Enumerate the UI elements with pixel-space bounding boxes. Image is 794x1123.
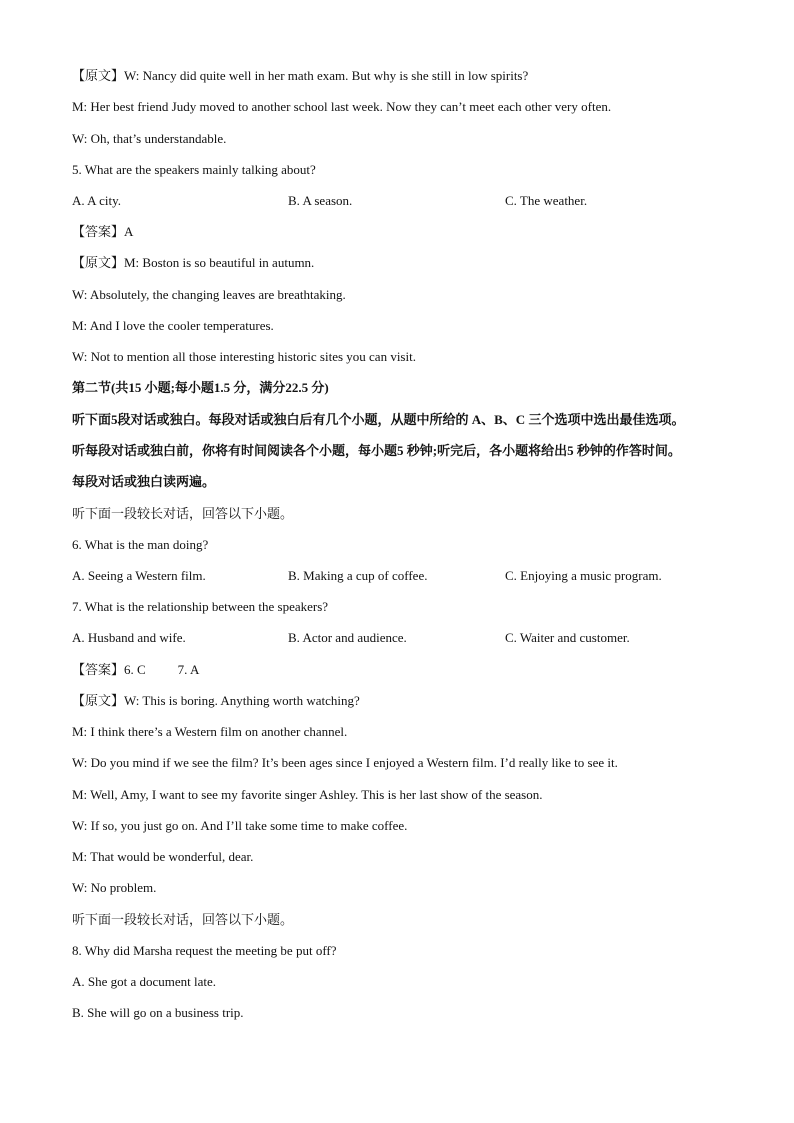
option-7a: A. Husband and wife. xyxy=(72,630,186,645)
option-7c: C. Waiter and customer. xyxy=(505,630,630,645)
answer-5: 【答案】A xyxy=(72,224,134,239)
option-5b: B. A season. xyxy=(288,193,353,208)
instruction-line: 听下面5段对话或独白。每段对话或独白后有几个小题，从题中所给的 A、B、C 三个选项中选出最佳选项。 xyxy=(72,412,685,427)
section-heading: 第二节(共15 小题;每小题1.5 分，满分22.5 分) xyxy=(72,380,329,395)
transcript-line: W: Absolutely, the changing leaves are breathtaking. xyxy=(72,287,346,302)
transcript-line: W: Oh, that’s understandable. xyxy=(72,131,227,146)
instruction-line: 听每段对话或独白前，你将有时间阅读各个小题，每小题5 秒钟;听完后，各小题将给出5 秒钟的作答时间。 xyxy=(72,443,681,458)
transcript-line: M: I think there’s a Western film on another channel. xyxy=(72,724,348,739)
transcript-line: W: If so, you just go on. And I’ll take some time to make coffee. xyxy=(72,818,408,833)
transcript-line: W: No problem. xyxy=(72,880,157,895)
option-8b: B. She will go on a business trip. xyxy=(72,1005,244,1020)
transcript-line: M: Well, Amy, I want to see my favorite singer Ashley. This is her last show of the season. xyxy=(72,787,543,802)
option-6a: A. Seeing a Western film. xyxy=(72,568,206,583)
transcript-line: W: Not to mention all those interesting historic sites you can visit. xyxy=(72,349,416,364)
answer-7: 7. A xyxy=(177,662,200,677)
question-7: 7. What is the relationship between the speakers? xyxy=(72,599,329,614)
option-5a: A. A city. xyxy=(72,193,121,208)
listen-instruction: 听下面一段较长对话，回答以下小题。 xyxy=(72,506,294,521)
option-6c: C. Enjoying a music program. xyxy=(505,568,662,583)
transcript-line: M: And I love the cooler temperatures. xyxy=(72,318,274,333)
question-5: 5. What are the speakers mainly talking about? xyxy=(72,162,316,177)
option-7b: B. Actor and audience. xyxy=(288,630,407,645)
transcript-line: 【原文】M: Boston is so beautiful in autumn. xyxy=(72,255,315,270)
transcript-line: W: Do you mind if we see the film? It’s been ages since I enjoyed a Western film. I’d really like to see it. xyxy=(72,755,618,770)
answer-6-7 xyxy=(72,662,199,678)
option-5c: C. The weather. xyxy=(505,193,588,208)
option-8a: A. She got a document late. xyxy=(72,974,217,989)
transcript-line: M: That would be wonderful, dear. xyxy=(72,849,254,864)
transcript-line: 【原文】W: This is boring. Anything worth watching? xyxy=(72,693,360,708)
transcript-line: M: Her best friend Judy moved to another school last week. Now they can’t meet each other very often. xyxy=(72,99,612,114)
option-6b: B. Making a cup of coffee. xyxy=(288,568,428,583)
transcript-line: 【原文】W: Nancy did quite well in her math exam. But why is she still in low spirits? xyxy=(72,68,529,83)
listen-instruction: 听下面一段较长对话，回答以下小题。 xyxy=(72,912,294,927)
answer-6: 【答案】6. C xyxy=(72,662,146,677)
question-6: 6. What is the man doing? xyxy=(72,537,209,552)
question-8: 8. Why did Marsha request the meeting be put off? xyxy=(72,943,337,958)
instruction-line: 每段对话或独白读两遍。 xyxy=(72,474,216,489)
